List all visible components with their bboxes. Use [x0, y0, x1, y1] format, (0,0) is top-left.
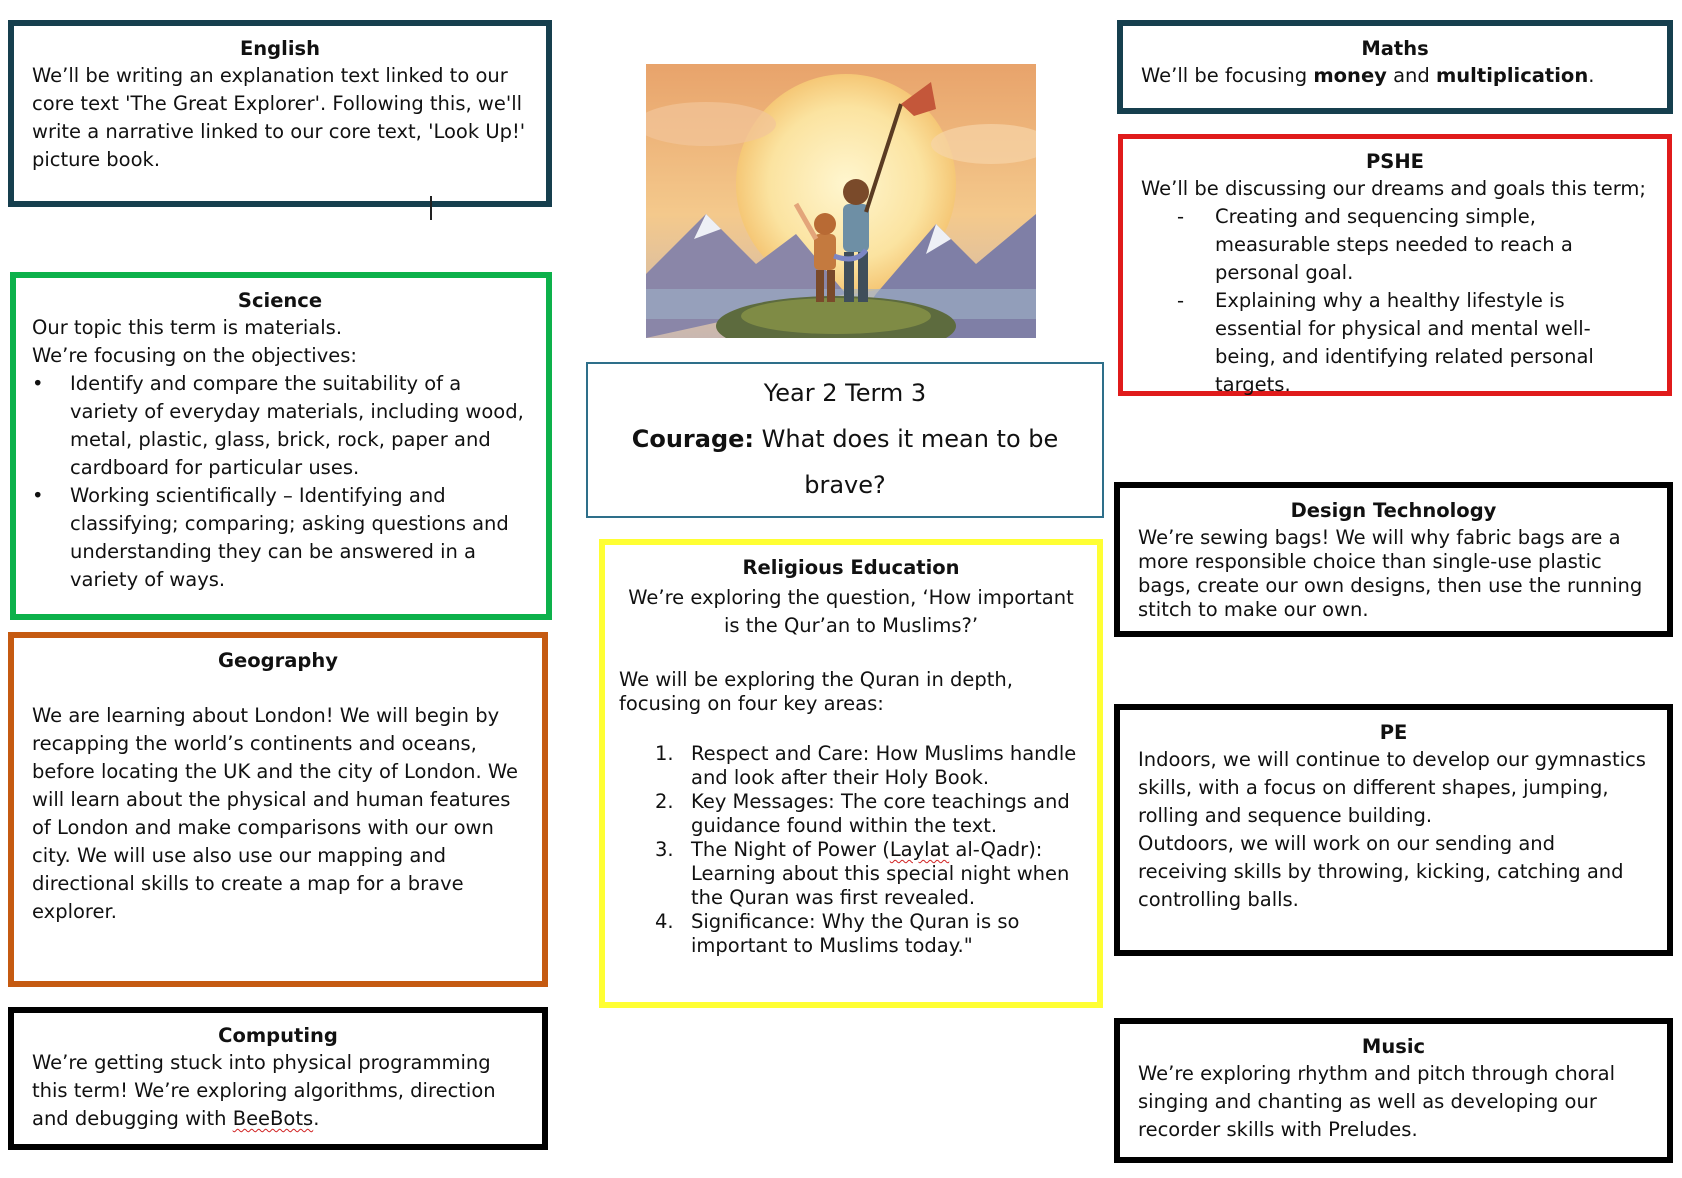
- pshe-box: [1118, 134, 1672, 396]
- list-item: [655, 910, 1083, 958]
- spacer: [619, 716, 1083, 742]
- pshe-goal-2: Explaining why a healthy lifestyle is essential for physical and mental well-being, and identifying related personal targets.: [1215, 289, 1594, 396]
- list-number: 2.: [655, 790, 674, 813]
- pshe-heading: PSHE: [1366, 150, 1424, 173]
- geography-body: We are learning about London! We will begin by recapping the world’s continents and oceans, before locating the UK and the city of London. We will learn about the physical and human features of London and make comparisons with our own city. We will use also use our mapping and directional skills to create a map for a brave explorer.: [32, 704, 519, 923]
- music-heading: Music: [1361, 1035, 1426, 1058]
- re-intro: We’re exploring the question, ‘How important is the Qur’an to Muslims?’: [628, 586, 1074, 637]
- re-area-1: Respect and Care: How Muslims handle and look after their Holy Book.: [691, 742, 1077, 789]
- science-heading: Science: [237, 289, 323, 312]
- maths-topic-1: money: [1313, 64, 1387, 87]
- design-technology-box: [1114, 482, 1673, 637]
- theme-label: Courage:: [631, 425, 754, 453]
- music-body: We’re exploring rhythm and pitch through choral singing and chanting as well as developing our recorder skills with Preludes.: [1138, 1062, 1615, 1141]
- re-area-3-end: al-Qadr): Learning about this special night when the Quran was first revealed.: [691, 838, 1070, 909]
- spacer: [619, 640, 1083, 668]
- pe-box: [1114, 704, 1673, 956]
- bullet-mark: •: [32, 484, 44, 507]
- religious-education-box: [599, 539, 1103, 1008]
- list-item: [1177, 287, 1649, 399]
- maths-heading: Maths: [1361, 37, 1429, 60]
- dash-mark: -: [1177, 289, 1185, 312]
- theme-text: What does it mean to be brave?: [754, 425, 1059, 499]
- geography-heading: Geography: [218, 649, 338, 672]
- pshe-goals: [1141, 203, 1649, 399]
- list-item: [1177, 203, 1649, 287]
- computing-body: [32, 1049, 524, 1133]
- science-objective-2: Working scientifically – Identifying and classifying; comparing; asking questions and understanding they can be answered in a variety of ways.: [70, 484, 509, 591]
- re-area-3-start: The Night of Power (: [691, 838, 890, 861]
- explorer-illustration: [646, 64, 1036, 338]
- pe-outdoors: Outdoors, we will work on our sending and receiving skills by throwing, kicking, catching and controlling balls.: [1138, 832, 1624, 911]
- list-number: 3.: [655, 838, 674, 861]
- children-on-mountain-image: [646, 64, 1036, 338]
- list-item: [32, 482, 528, 594]
- re-area-2: Key Messages: The core teachings and guidance found within the text.: [691, 790, 1070, 837]
- science-line-1: Our topic this term is materials.: [32, 316, 343, 339]
- maths-text: and: [1386, 64, 1436, 87]
- pe-indoors: Indoors, we will continue to develop our gymnastics skills, with a focus on different shapes, jumping, rolling and sequence building.: [1138, 748, 1646, 827]
- re-heading: Religious Education: [742, 556, 960, 579]
- dash-mark: -: [1177, 205, 1185, 228]
- science-box: [10, 272, 552, 620]
- english-body: We’ll be writing an explanation text linked to our core text 'The Great Explorer'. Following this, we'll write a narrative linked to our core text, 'Look Up!' picture book.: [32, 64, 526, 171]
- spellcheck-word: BeeBots: [232, 1107, 314, 1130]
- computing-heading: Computing: [218, 1024, 338, 1047]
- pe-heading: PE: [1379, 721, 1408, 744]
- computing-text-end: .: [313, 1107, 320, 1130]
- text-cursor: [430, 196, 432, 220]
- science-objective-1: Identify and compare the suitability of a variety of everyday materials, including wood, metal, plastic, glass, brick, rock, paper and cardboard for particular uses.: [70, 372, 524, 479]
- dt-heading: Design Technology: [1290, 499, 1497, 522]
- title-box: [586, 362, 1104, 518]
- list-number: 1.: [655, 742, 674, 765]
- list-item: [32, 370, 528, 482]
- re-lead: We will be exploring the Quran in depth, focusing on four key areas:: [619, 668, 1013, 715]
- computing-box: [8, 1007, 548, 1150]
- science-objectives: [32, 370, 528, 594]
- term-title: Year 2 Term 3: [763, 379, 927, 407]
- english-box: [8, 20, 552, 207]
- bullet-mark: •: [32, 372, 44, 395]
- maths-text: We’ll be focusing: [1141, 64, 1314, 87]
- pshe-goal-1: Creating and sequencing simple, measurable steps needed to reach a personal goal.: [1215, 205, 1573, 284]
- theme-question: [598, 416, 1092, 508]
- re-area-4: Significance: Why the Quran is so important to Muslims today.": [691, 910, 1020, 957]
- science-line-2: We’re focusing on the objectives:: [32, 344, 357, 367]
- computing-text: We’re getting stuck into physical programming this term! We’re exploring algorithms, direction and debugging with: [32, 1051, 496, 1130]
- maths-body: [1141, 62, 1649, 90]
- list-item: [655, 790, 1083, 838]
- geography-box: [8, 632, 548, 987]
- spellcheck-word: Laylat: [889, 838, 950, 861]
- pshe-intro: We’ll be discussing our dreams and goals this term;: [1141, 177, 1647, 200]
- list-item: [655, 742, 1083, 790]
- dt-body: We’re sewing bags! We will why fabric bags are a more responsible choice than single-use plastic bags, create our own designs, then use the running stitch to make our own.: [1138, 526, 1643, 621]
- music-box: [1114, 1018, 1673, 1163]
- maths-box: [1117, 20, 1673, 114]
- list-item: [655, 838, 1083, 910]
- english-heading: English: [239, 37, 321, 60]
- re-key-areas: [619, 742, 1083, 958]
- spacer: [32, 674, 524, 702]
- maths-topic-2: multiplication: [1435, 64, 1589, 87]
- maths-text: .: [1588, 64, 1595, 87]
- list-number: 4.: [655, 910, 674, 933]
